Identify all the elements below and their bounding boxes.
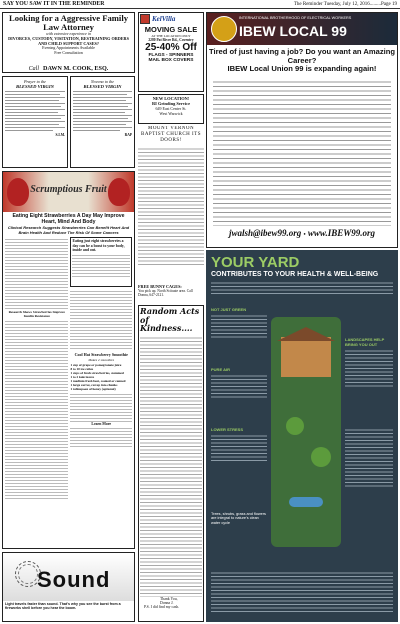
lawyer-ad-sub1: with extensive experience in <box>46 31 91 36</box>
yard-tip1-title: NOT JUST GREEN <box>211 307 247 312</box>
lawyer-ad-title: Looking for a Aggressive Family Law Attorney <box>8 13 129 32</box>
prayer-right-initials: RAP <box>124 133 132 137</box>
page-header <box>0 0 400 9</box>
lawyer-ad-call: Call <box>28 65 39 72</box>
sound-ad <box>2 552 135 622</box>
yard-tip3-title: LOWER STRESS <box>211 427 244 432</box>
strawberry-learn-more: Learn More <box>91 421 112 426</box>
ibew-email[interactable]: jwalsh@ibew99.org <box>228 227 302 238</box>
header-left: SAY YOU SAW IT IN THE REMINDER <box>3 1 105 7</box>
prayer-left-heading2: BLESSED VIRGIN <box>16 84 54 89</box>
header-right: The Reminder Tuesday, July 12, 2016.........Page 19 <box>293 1 397 7</box>
grinding-l3: 649 East Center St. <box>155 106 187 111</box>
ibew-ad: INTERNATIONAL BROTHERHOOD OF ELECTRICAL WORKERS IBEW LOCAL 99 Tired of just having a job? Do you want an Amazing Career? IBEW Local Union 99 is expanding again! jwalsh@ibew99.org • www.IBEW99.org <box>206 12 398 248</box>
ibew-tagline1: Tired of just having a job? <box>208 47 304 56</box>
sound-ad-text: Sound <box>37 567 111 592</box>
sound-ad-graphic <box>3 553 134 601</box>
prayer-left-initials: S.I.M. <box>55 133 65 137</box>
ibew-banner-local: IBEW LOCAL 99 <box>239 23 347 39</box>
ingredient: 1 cup of grape or pomegranate juice <box>70 362 122 367</box>
kelville-loc1: AT THE LOCATION ONLY <box>151 34 191 38</box>
ibew-logo-icon <box>211 16 237 42</box>
ingredient: 8 to 10 ice cubes <box>70 366 94 371</box>
strawberry-deck: Clinical Research Suggests Strawberries Can Benefit Heart And Brain Health And Reduce The Risk Of Some Cancers <box>7 225 130 235</box>
strawberry-recipe-makes: Makes 2 smoothies <box>88 357 115 362</box>
prayer-left-body <box>5 91 65 131</box>
ibew-banner <box>207 13 397 45</box>
grinding-ad <box>138 94 204 124</box>
strawberry-article <box>2 171 135 549</box>
lawyer-ad-sub4: Free Consultation <box>54 49 83 55</box>
grinding-l4: West Warwick <box>159 111 183 116</box>
prayer-right-heading: Novena to the <box>90 79 115 84</box>
strawberry-sidebar-title: Eating just eight strawberries a day can be a boost to your body, inside and out. <box>72 239 125 252</box>
prayer-left-heading: Prayer to the <box>23 79 47 84</box>
ibew-tagline2: Do you want an Amazing Career? <box>287 47 396 65</box>
grinding-l2: RI Grinding Service <box>151 101 191 106</box>
church-article <box>138 126 204 282</box>
ingredient: 1 cups of fresh strawberries, stemmed <box>70 370 124 375</box>
lawyer-ad-sub3: Evening Appointments Available <box>42 45 95 51</box>
random-acts-sign2: Donna J. <box>160 600 174 605</box>
yard-tip5-title: Trees, shrubs, grass and flowers are integral to nature's clean water cycle <box>211 512 266 525</box>
yard-infographic <box>206 250 398 622</box>
kelville-percent: 25-40% Off <box>145 42 197 53</box>
strawberry-banner-text: Scrumptious Fruit <box>30 184 107 195</box>
prayer-left <box>2 76 68 168</box>
random-acts-ps: P.S. I did find my cash. <box>144 604 180 609</box>
strawberry-banner <box>3 172 134 212</box>
grinding-l1: NEW LOCATION! <box>152 96 190 101</box>
lawyer-ad-name: DAWN M. COOK, ESQ. <box>43 64 109 72</box>
bunny-body: You pick up. North Scituate area. Call Donna, 647-2121. <box>138 289 193 298</box>
sound-ad-caption: Light travels faster than sound. That's why you see the burst from a fireworks shell before you hear the boom. <box>5 602 121 611</box>
random-acts <box>138 305 204 622</box>
yard-subtitle: CONTRIBUTES TO YOUR HEALTH & WELL-BEING <box>211 271 379 278</box>
yard-tip2-title: PURE AIR <box>211 367 230 372</box>
church-title: MOUNT VERNON BAPTIST CHURCH ITS DOORS! <box>140 126 202 143</box>
ingredient: 1 large carrot, cut up into chunks <box>70 382 118 387</box>
yard-tip4-title: LANDSCAPES HELP BRING YOU OUT <box>345 337 385 347</box>
kelville-items2: MAIL BOX COVERS <box>148 58 194 63</box>
prayer-right-body <box>73 91 132 131</box>
lawyer-ad-sub2: DIVORCES, CUSTODY, VISITATION, RESTRAINING ORDERS AND CHILD SUPPORT CASES? <box>8 35 129 46</box>
kelville-moving: MOVING SALE <box>144 25 198 34</box>
ibew-banner-title: INTERNATIONAL BROTHERHOOD OF ELECTRICAL WORKERS <box>239 16 352 20</box>
ingredient: 1 tablespoon of honey (optional) <box>70 386 116 391</box>
strawberry-ingredients <box>70 363 132 391</box>
prayer-right <box>70 76 135 168</box>
ibew-tagline3: IBEW Local Union 99 is expanding again! <box>227 64 377 73</box>
lawyer-ad <box>2 12 135 73</box>
yard-title: YOUR YARD <box>211 254 300 271</box>
kelville-items1: FLAGS - SPINNERS <box>148 53 194 58</box>
strawberry-recipe-title: Cool Hat Strawberry Smoothie <box>74 352 128 358</box>
kelville-ad <box>138 12 204 92</box>
ibew-web[interactable]: www.IBEW99.org <box>307 227 376 238</box>
ingredient: 1 to 2 kale leaves <box>70 374 95 379</box>
flag-icon <box>140 14 150 24</box>
random-acts-title: Random Acts of Kindness.... <box>140 306 200 333</box>
strawberry-sidebar <box>70 237 132 501</box>
strawberry-body-left <box>5 237 68 501</box>
prayer-right-heading2: BLESSED VIRGIN <box>83 84 122 89</box>
kelville-brand: KelVilla <box>152 15 176 23</box>
strawberry-headline: Eating Eight Strawberries A Day May Improve Heart, Mind And Body <box>12 213 125 225</box>
random-acts-sign1: Thank You, <box>160 596 178 601</box>
bunny-title: FREE BUNNY CAGES: <box>138 284 182 289</box>
ibew-body <box>213 78 391 226</box>
strawberry-sub1: Research Shows Strawberries Improve Insulin Resistance <box>8 310 65 319</box>
yard-illustration <box>211 297 393 567</box>
bunny-classified <box>138 284 204 304</box>
kelville-loc2: 2280 Pat River Rd., Coventry <box>148 38 194 42</box>
ingredient: 1 medium fresh beet, cooked or canned <box>70 378 126 383</box>
